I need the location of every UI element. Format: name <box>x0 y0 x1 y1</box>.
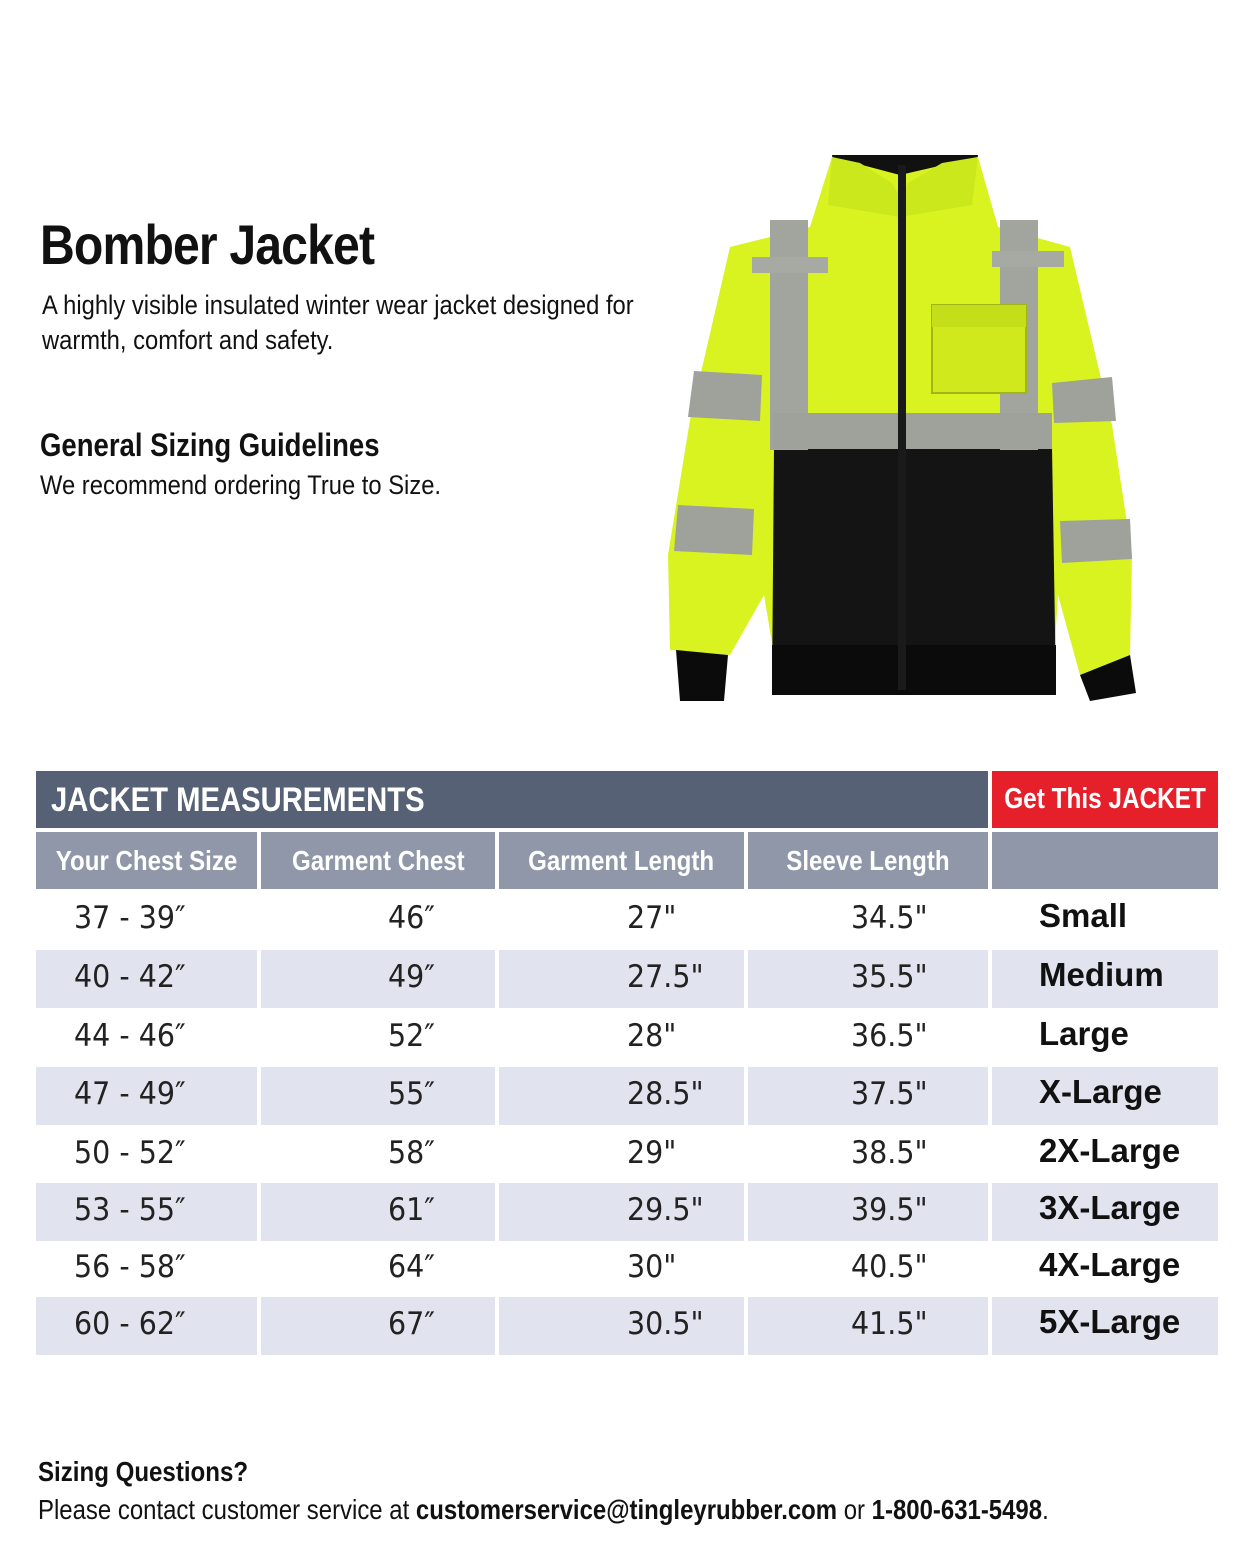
sizing-questions-heading: Sizing Questions? <box>38 1456 249 1487</box>
get-this-jacket-button[interactable] <box>992 771 1218 828</box>
your-chest-size-cell: 47 - 49″ <box>36 1067 257 1125</box>
table-row <box>36 1009 1218 1067</box>
contact-text: Please contact customer service at customerservice@tingleyrubber.com or 1-800-631-5498. <box>38 1494 1049 1525</box>
sleeve-length-cell: 37.5" <box>748 1067 988 1125</box>
table-row <box>36 891 1218 949</box>
size-label-cell: Small <box>1039 897 1128 934</box>
garment-chest-cell: 67″ <box>261 1297 495 1355</box>
size-label-cell: 5X-Large <box>992 1297 1218 1355</box>
your-chest-size-cell: 60 - 62″ <box>36 1297 257 1355</box>
garment-chest-cell: 52″ <box>388 1018 435 1054</box>
garment-chest-cell: 61″ <box>261 1183 495 1241</box>
size-label-cell: 3X-Large <box>992 1183 1218 1241</box>
table-row <box>36 1067 1218 1125</box>
table-row <box>36 1297 1218 1355</box>
column-header-garment-length: Garment Length <box>499 832 744 889</box>
garment-length-cell: 30" <box>627 1249 677 1285</box>
garment-chest-cell: 46″ <box>388 900 435 936</box>
size-label-cell: Medium <box>992 950 1218 1008</box>
size-label-cell: X-Large <box>992 1067 1218 1125</box>
sleeve-length-cell: 39.5" <box>748 1183 988 1241</box>
your-chest-size-cell: 40 - 42″ <box>36 950 257 1008</box>
column-header-your-chest-size: Your Chest Size <box>36 832 257 889</box>
table-row <box>36 1240 1218 1298</box>
table-row <box>36 950 1218 1008</box>
table-title: JACKET MEASUREMENTS <box>51 781 425 819</box>
your-chest-size-cell: 44 - 46″ <box>74 1018 186 1054</box>
sleeve-length-cell: 36.5" <box>851 1018 928 1054</box>
garment-chest-cell: 55″ <box>261 1067 495 1125</box>
table-row <box>36 1126 1218 1184</box>
your-chest-size-cell: 53 - 55″ <box>36 1183 257 1241</box>
garment-length-cell: 28.5" <box>499 1067 744 1125</box>
size-label-cell: Large <box>1039 1015 1129 1052</box>
size-label-cell: 2X-Large <box>1039 1132 1181 1169</box>
your-chest-size-cell: 56 - 58″ <box>74 1249 186 1285</box>
size-label-cell: 4X-Large <box>1039 1246 1181 1283</box>
table-row <box>36 1183 1218 1241</box>
customer-service-phone-link[interactable]: 1-800-631-5498 <box>871 1494 1043 1525</box>
garment-length-cell: 29.5" <box>499 1183 744 1241</box>
sleeve-length-cell: 38.5" <box>851 1135 928 1171</box>
garment-chest-cell: 58″ <box>388 1135 435 1171</box>
garment-chest-cell: 49″ <box>261 950 495 1008</box>
sizing-guidelines-text: We recommend ordering True to Size. <box>40 470 442 500</box>
column-header-garment-chest: Garment Chest <box>261 832 495 889</box>
garment-length-cell: 27" <box>627 900 677 936</box>
sizing-guidelines-heading: General Sizing Guidelines <box>40 427 380 463</box>
garment-length-cell: 29" <box>627 1135 677 1171</box>
your-chest-size-cell: 37 - 39″ <box>74 900 186 936</box>
sleeve-length-cell: 40.5" <box>851 1249 928 1285</box>
product-title: Bomber Jacket <box>40 213 375 276</box>
hi-vis-bomber-jacket-image <box>660 135 1140 705</box>
table-title-bar <box>36 771 988 828</box>
get-this-jacket-label: Get This JACKET <box>1004 783 1206 815</box>
garment-chest-cell: 64″ <box>388 1249 435 1285</box>
sleeve-length-cell: 34.5" <box>851 900 928 936</box>
garment-length-cell: 28" <box>627 1018 677 1054</box>
sleeve-length-cell: 35.5" <box>748 950 988 1008</box>
product-description: A highly visible insulated winter wear jacket designed for warmth, comfort and safety. <box>42 290 634 355</box>
column-header-sleeve-length: Sleeve Length <box>748 832 988 889</box>
garment-length-cell: 27.5" <box>499 950 744 1008</box>
customer-service-email-link[interactable]: customerservice@tingleyrubber.com <box>415 1494 838 1525</box>
garment-length-cell: 30.5" <box>499 1297 744 1355</box>
column-header-size <box>992 832 1218 889</box>
sleeve-length-cell: 41.5" <box>748 1297 988 1355</box>
your-chest-size-cell: 50 - 52″ <box>74 1135 186 1171</box>
